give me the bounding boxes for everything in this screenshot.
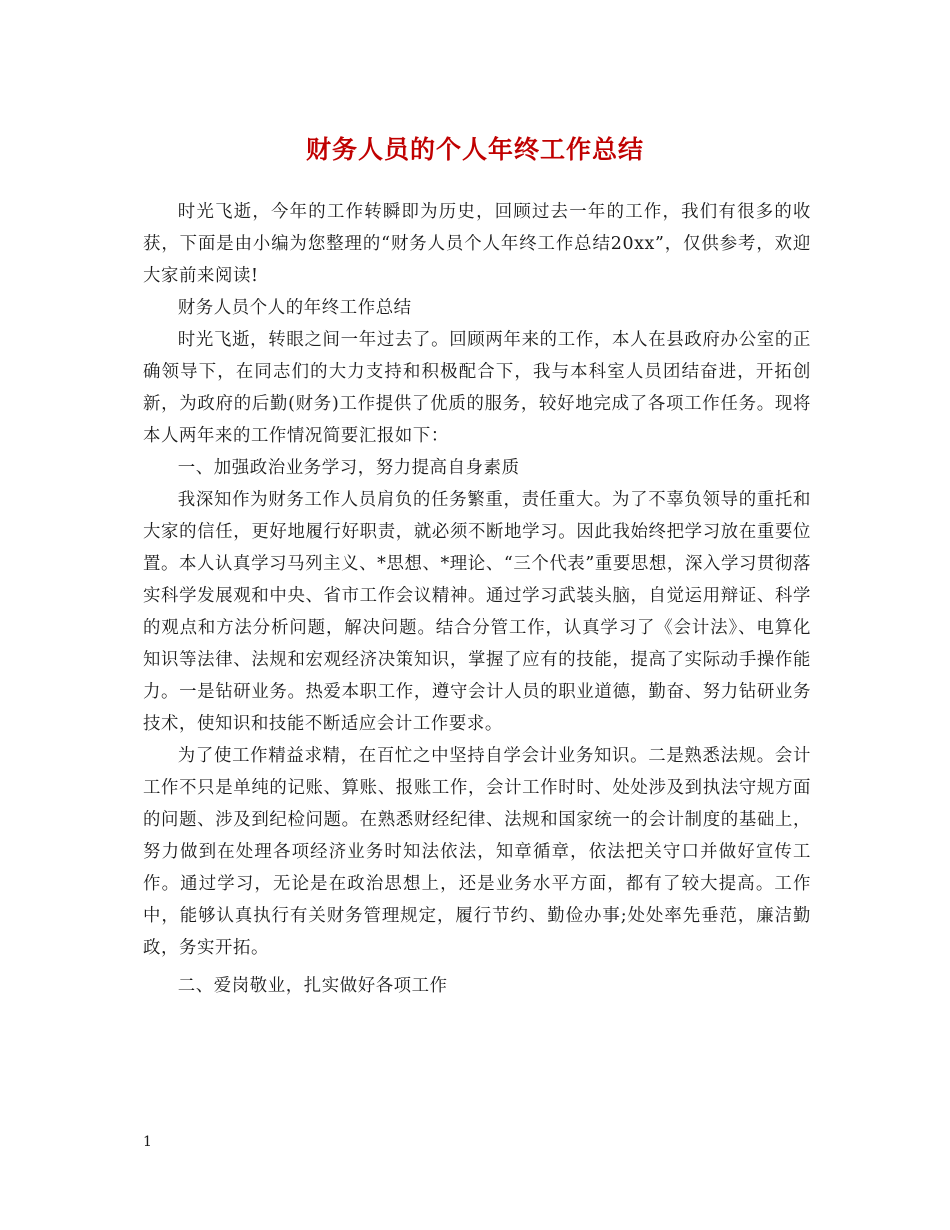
study-paragraph: 我深知作为财务工作人员肩负的任务繁重，责任重大。为了不辜负领导的重托和大家的信任，更好地履行好职责，就必须不断地学习。因此我始终把学习放在重要位置。本人认真学习马列主义、*思想、*理论、“三个代表”重要思想，深入学习贯彻落实科学发展观和中央、省市工作会议精神。通过学习武装头脑，自觉运用辩证、科学的观点和方法分析问题，解决问题。结合分管工作，认真学习了《会计法》、电算化知识等法律、法规和宏观经济决策知识，掌握了应有的技能，提高了实际动手操作能力。一是钻研业务。热爱本职工作，遵守会计人员的职业道德，勤奋、努力钻研业务技术，使知识和技能不断适应会计工作要求。 — [143, 490, 811, 734]
document-body — [143, 196, 811, 1002]
document-title: 财务人员的个人年终工作总结 — [305, 135, 644, 164]
intro-paragraph: 时光飞逝，今年的工作转瞬即为历史，回顾过去一年的工作，我们有很多的收获，下面是由小编为您整理的“财务人员个人年终工作总结20xx”，仅供参考，欢迎大家前来阅读! — [143, 202, 811, 286]
regulations-paragraph: 为了使工作精益求精，在百忙之中坚持自学会计业务知识。二是熟悉法规。会计工作不只是单纯的记账、算账、报账工作，会计工作时时、处处涉及到执法守规方面的问题、涉及到纪检问题。在熟悉财经纪律、法规和国家统一的会计制度的基础上，努力做到在处理各项经济业务时知法依法，知章循章，依法把关守口并做好宣传工作。通过学习，无论是在政治思想上，还是业务水平方面，都有了较大提高。工作中，能够认真执行有关财务管理规定，履行节约、勤俭办事;处处率先垂范，廉洁勤政，务实开拓。 — [143, 746, 811, 958]
page-number: 1 — [143, 1134, 152, 1150]
section-heading-1: 一、加强政治业务学习，努力提高自身素质 — [177, 458, 520, 478]
section-heading-2: 二、爱岗敬业，扎实做好各项工作 — [177, 976, 448, 996]
opening-paragraph: 时光飞逝，转眼之间一年过去了。回顾两年来的工作，本人在县政府办公室的正确领导下，在同志们的大力支持和积极配合下，我与本科室人员团结奋进，开拓创新，为政府的后勤(财务)工作提供了优质的服务，较好地完成了各项工作任务。现将本人两年来的工作情况简要汇报如下： — [143, 330, 811, 446]
subtitle-paragraph: 财务人员个人的年终工作总结 — [177, 298, 412, 318]
